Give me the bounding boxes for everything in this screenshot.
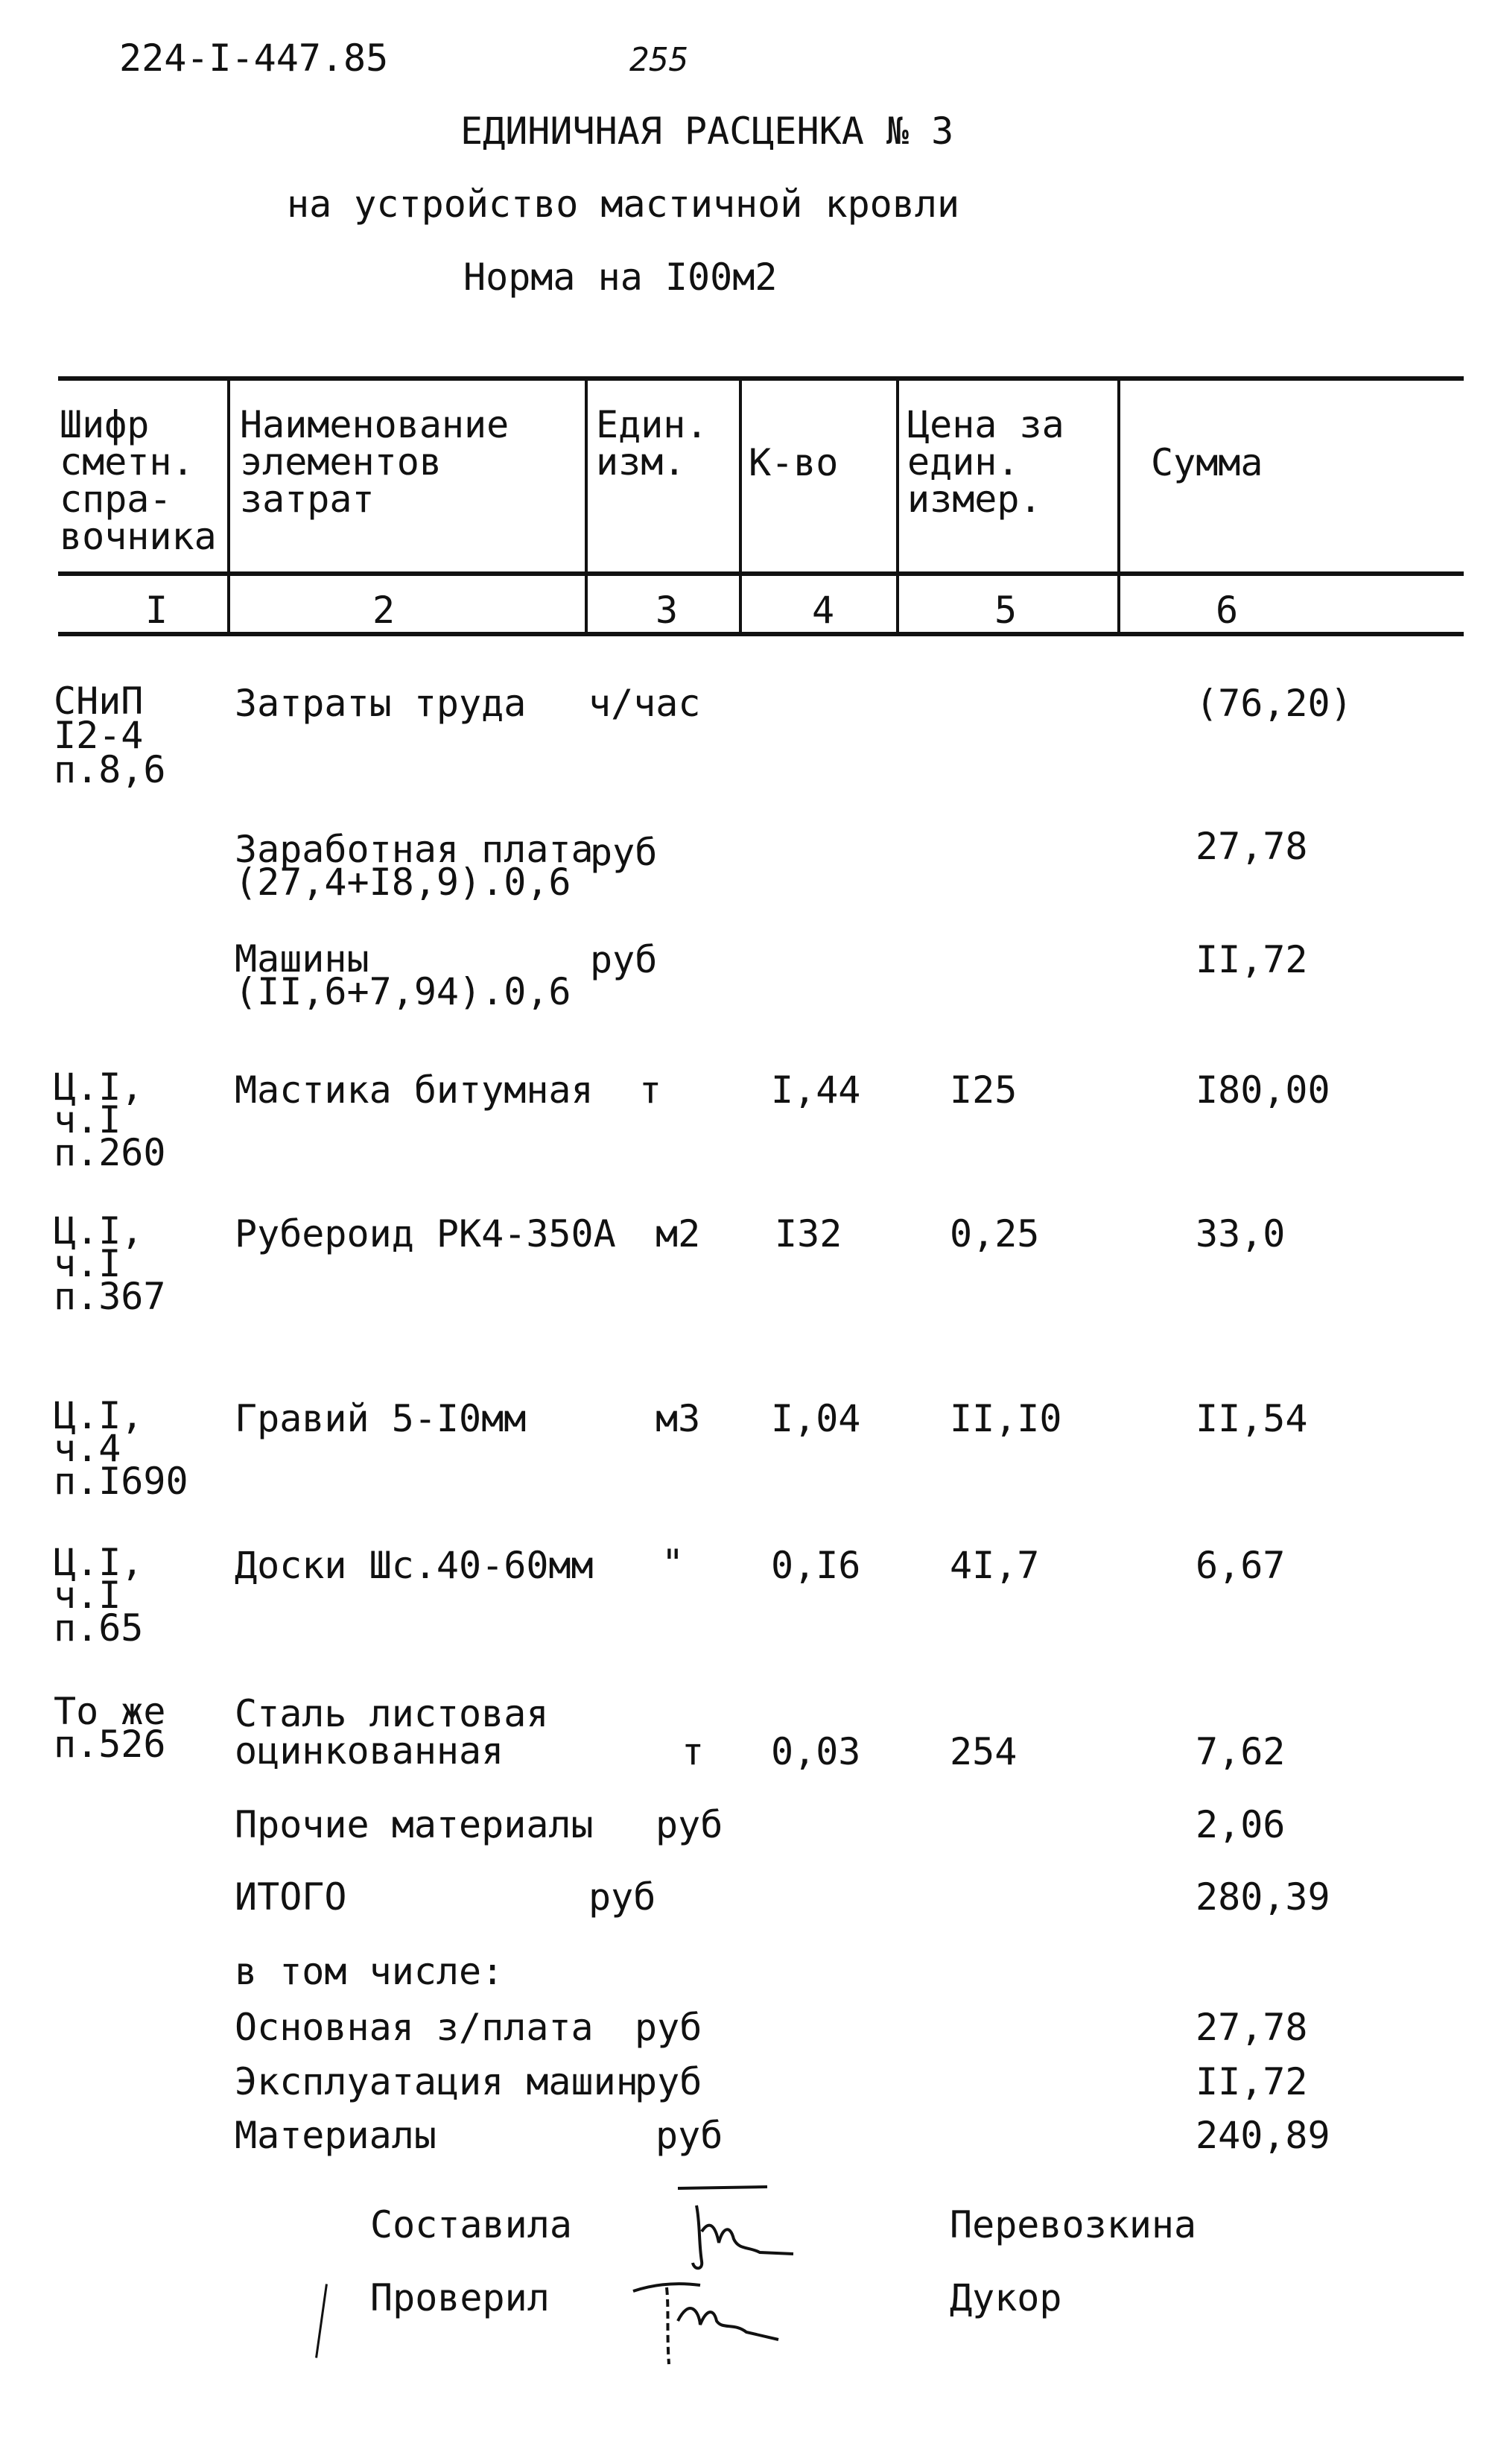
row-price: 4I,7 [950, 1544, 1040, 1587]
column-header-price: Цена за един. измер. [907, 403, 1064, 521]
column-divider [739, 381, 742, 632]
row-name: Затраты труда [235, 682, 527, 725]
row-ref: Ц.I, ч.4 п.I690 [54, 1394, 188, 1503]
row-name: Гравий 5-I0мм [235, 1397, 527, 1440]
breakdown-unit: руб [656, 2114, 723, 2157]
row-qty: 0,03 [771, 1730, 861, 1773]
row-price: 0,25 [950, 1212, 1040, 1255]
row-sum: II,72 [1196, 938, 1308, 981]
breakdown-name: Основная з/плата [235, 2006, 594, 2049]
row-qty: 0,I6 [771, 1544, 861, 1587]
row-sum: 33,0 [1196, 1212, 1286, 1255]
signature-person: Дукор [950, 2276, 1062, 2319]
document-title: ЕДИНИЧНАЯ РАСЦЕНКА № 3 [460, 110, 954, 153]
document-code: 224-I-447.85 [119, 37, 389, 80]
column-header-quantity: К-во [749, 441, 839, 484]
column-number: 5 [994, 589, 1018, 632]
row-name: Рубероид РК4-350А [235, 1212, 616, 1255]
row-unit: т [639, 1068, 662, 1112]
row-unit: ч/час [588, 682, 701, 725]
column-header-code: Шифр сметн. спра- вочника [60, 403, 217, 558]
column-number: I [145, 589, 168, 632]
row-qty: I32 [775, 1212, 842, 1255]
row-ref: Ц.I, ч.I п.65 [54, 1541, 144, 1650]
column-number: 6 [1216, 589, 1239, 632]
row-ref: Ц.I, ч.I п.260 [54, 1065, 166, 1174]
row-name: Машины (II,6+7,94).0,6 [235, 937, 571, 1013]
row-name: Сталь листовая оцинкованная [235, 1692, 549, 1773]
handwritten-signature [656, 2179, 804, 2276]
signature-role: Проверил [370, 2276, 550, 2319]
row-unit: " [661, 1542, 685, 1585]
signature-role: Составила [370, 2203, 572, 2246]
row-sum: 27,78 [1196, 825, 1308, 868]
margin-mark [315, 2284, 328, 2357]
column-header-sum: Сумма [1151, 441, 1263, 484]
including-label: в том числе: [235, 1950, 504, 1993]
table-header-rule [58, 571, 1464, 576]
table-top-rule [58, 376, 1464, 381]
breakdown-unit: руб [635, 2006, 702, 2049]
column-divider [585, 381, 588, 632]
column-number: 3 [656, 589, 679, 632]
row-name: Доски Шс.40-60мм [235, 1544, 594, 1587]
handwritten-signature [626, 2269, 797, 2373]
row-unit: руб [656, 1803, 723, 1846]
breakdown-sum: 240,89 [1196, 2114, 1330, 2157]
row-unit: руб [590, 938, 658, 981]
table-number-rule [58, 632, 1464, 636]
column-divider [896, 381, 899, 632]
row-name: Мастика битумная [235, 1068, 594, 1112]
column-divider [227, 381, 230, 632]
row-ref: Ц.I, ч.I п.367 [54, 1209, 166, 1318]
total-sum: 280,39 [1196, 1875, 1330, 1919]
row-sum: II,54 [1196, 1397, 1308, 1440]
page-number: 255 [629, 41, 689, 79]
document-subtitle: на устройство мастичной кровли [287, 183, 960, 226]
row-price: 254 [950, 1730, 1018, 1773]
column-number: 4 [812, 589, 835, 632]
row-qty: I,04 [771, 1397, 861, 1440]
row-qty: I,44 [771, 1068, 861, 1112]
row-name: Заработная плата (27,4+I8,9).0,6 [235, 828, 594, 904]
column-divider [1117, 381, 1120, 632]
breakdown-sum: II,72 [1196, 2060, 1308, 2103]
row-unit: руб [588, 1875, 656, 1919]
row-name: Прочие материалы [235, 1803, 594, 1846]
row-unit: т [682, 1730, 705, 1773]
row-ref: СНиП I2-4 п.8,6 [54, 680, 166, 791]
row-ref: То же п.526 [54, 1690, 166, 1766]
breakdown-name: Материалы [235, 2114, 437, 2157]
breakdown-sum: 27,78 [1196, 2006, 1308, 2049]
total-label: ИТОГО [235, 1875, 347, 1919]
row-sum: 6,67 [1196, 1544, 1286, 1587]
norm-label: Норма на I00м2 [463, 256, 778, 299]
signature-person: Перевозкина [950, 2203, 1197, 2246]
breakdown-unit: руб [635, 2060, 702, 2103]
row-unit: м3 [656, 1397, 701, 1440]
column-header-unit: Един. изм. [596, 403, 708, 484]
row-price: I25 [950, 1068, 1018, 1112]
row-sum: 2,06 [1196, 1803, 1286, 1846]
breakdown-name: Эксплуатация машин [235, 2060, 638, 2103]
column-number: 2 [372, 589, 396, 632]
row-unit: м2 [656, 1212, 701, 1255]
row-sum: 7,62 [1196, 1730, 1286, 1773]
row-sum: (76,20) [1196, 682, 1353, 725]
row-unit: руб [590, 831, 658, 874]
column-header-name: Наименование элементов затрат [240, 403, 510, 521]
row-sum: I80,00 [1196, 1068, 1330, 1112]
row-price: II,I0 [950, 1397, 1062, 1440]
